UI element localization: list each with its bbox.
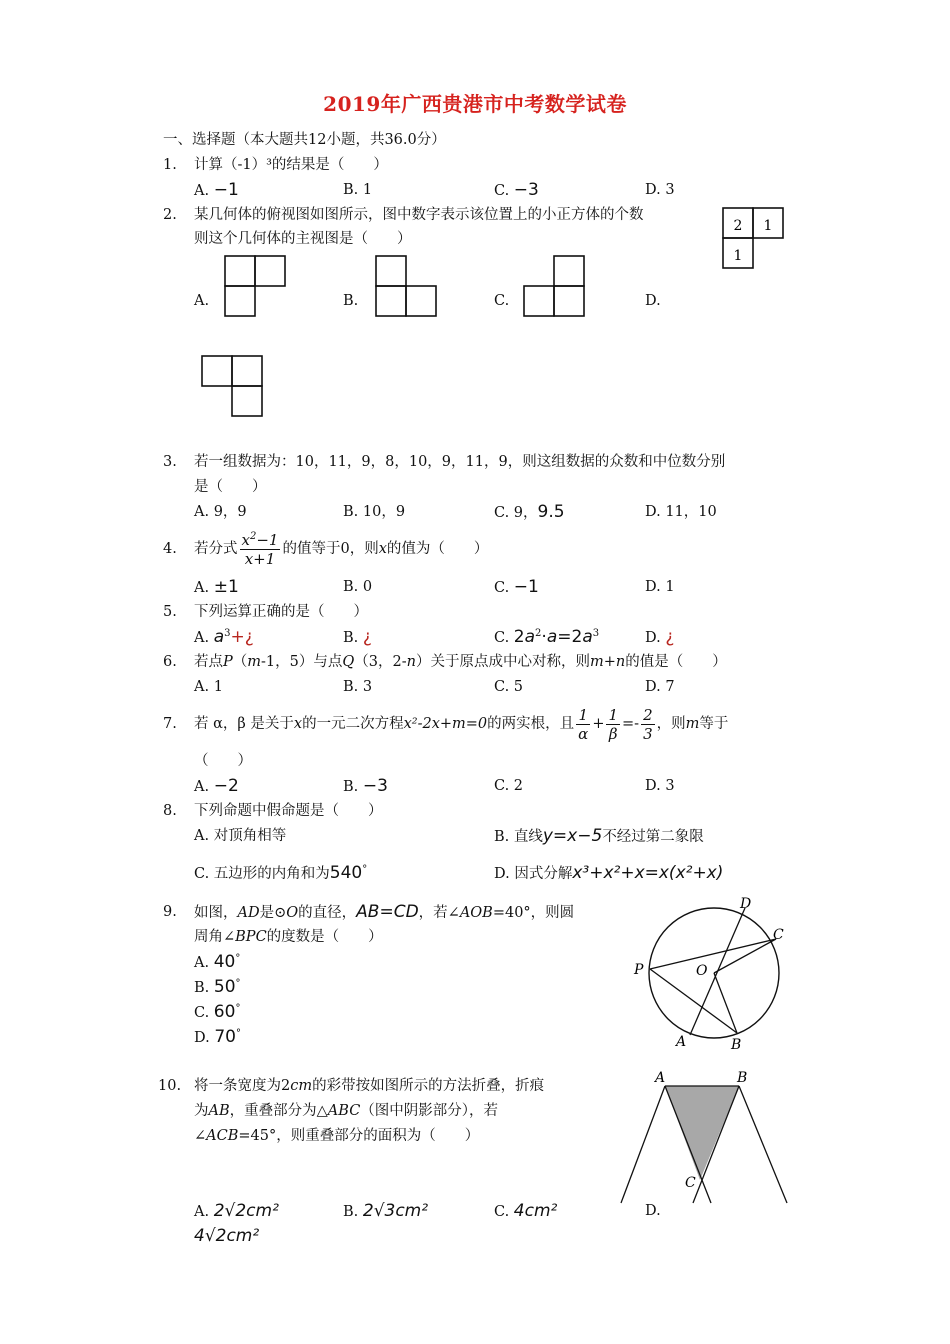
q3-option-b: B. 10，9	[343, 504, 406, 520]
q10-option-b: B. 2√3cm²	[343, 1201, 429, 1221]
q3-option-d: D. 11，10	[645, 504, 717, 520]
q3-number: 3.	[163, 454, 177, 470]
q6-stem: 若点P（m-1，5）与点Q（3，2-n）关于原点成中心对称，则m+n的值是（ ）	[194, 654, 727, 670]
q5-stem: 下列运算正确的是（ ）	[194, 604, 368, 620]
q2-option-a-label: A.	[194, 293, 210, 309]
q2-option-b-figure	[375, 255, 437, 317]
q8-option-d: D. 因式分解x³+x²+x=x(x²+x)	[494, 863, 724, 883]
q7-number: 7.	[163, 716, 177, 732]
q2-number: 2.	[163, 207, 177, 223]
q3-stem-line1: 若一组数据为：10，11，9，8，10，9，11，9，则这组数据的众数和中位数分别	[194, 454, 726, 470]
label-b: B	[737, 1070, 748, 1086]
q2-option-a-figure	[224, 255, 286, 317]
q4-stem: 若分式 $\frac{x^2-1}{x+1}$ 的值等于0，则x的值为（ ）	[194, 530, 489, 568]
label-o: O	[696, 963, 708, 979]
label-c: C	[773, 927, 784, 943]
q10-option-c: C. 4cm²	[494, 1201, 558, 1221]
q8-option-c: C. 五边形的内角和为540°	[194, 863, 368, 883]
q9-option-d: D. 70°	[194, 1027, 241, 1047]
q9-stem-line1: 如图，AD是⊙O的直径，AB=CD，若∠AOB=40°，则圆	[194, 902, 575, 922]
label-d: D	[740, 896, 752, 912]
q6-number: 6.	[163, 654, 177, 670]
q6-option-a: A. 1	[194, 679, 223, 695]
q8-option-b: B. 直线y=x−5不经过第二象限	[494, 826, 704, 846]
label-p: P	[634, 962, 644, 978]
q5-option-d: D. ¿	[645, 627, 675, 647]
q7-stem-line2: （ ）	[194, 753, 252, 769]
q1-option-c: C. −3	[494, 180, 539, 200]
q7-option-b: B. −3	[343, 776, 388, 796]
section-heading: 一、选择题（本大题共12小题，共36.0分）	[163, 132, 446, 148]
q7-option-a: A. −2	[194, 776, 239, 796]
q2-option-c-label: C.	[494, 293, 510, 309]
q3-option-a: A. 9，9	[194, 504, 247, 520]
q4-option-d: D. 1	[645, 579, 675, 595]
grid-cell-1: 2	[733, 218, 743, 234]
q5-option-b: B. ¿	[343, 627, 372, 647]
q8-stem: 下列命题中假命题是（ ）	[194, 803, 383, 819]
q6-option-b: B. 3	[343, 679, 373, 695]
q1-option-d: D. 3	[645, 182, 675, 198]
q9-option-a: A. 40°	[194, 952, 241, 972]
q5-option-a: A. $a^3+¿$	[194, 627, 254, 647]
q9-circle-figure	[630, 893, 790, 1053]
grid-cell-3: 1	[733, 248, 743, 264]
label-a: A	[676, 1034, 687, 1050]
q1-option-b: B. 1	[343, 182, 373, 198]
q5-number: 5.	[163, 604, 177, 620]
q10-ribbon-figure	[615, 1068, 790, 1208]
q7-stem-line1: 若 α，β 是关于x的一元二次方程x²-2x+m=0的两实根，且 $\frac{1}{\alpha}$ + $\frac{1}{\beta}$ =- $\frac{2}{3}$ ，则m等于	[194, 705, 729, 743]
q2-option-b-label: B.	[343, 293, 359, 309]
exam-title: 2019年广西贵港市中考数学试卷	[323, 92, 627, 116]
q10-option-a: A. 2√2cm²	[194, 1201, 279, 1221]
q7-fraction-alpha: $\frac{1}{\alpha}$	[578, 705, 589, 743]
q2-option-c-figure	[523, 255, 585, 317]
q1-stem: 计算（-1）³的结果是（ ）	[194, 157, 388, 173]
label-a: A	[655, 1070, 666, 1086]
q4-fraction: $\frac{x^2-1}{x+1}$	[241, 530, 279, 568]
q2-stem-line1: 某几何体的俯视图如图所示，图中数字表示该位置上的小正方体的个数	[194, 207, 644, 223]
q3-option-c: C. 9，9.5	[494, 502, 565, 522]
q9-stem-line2: 周角∠BPC的度数是（ ）	[194, 929, 383, 945]
q10-stem-line2: 为AB，重叠部分为△ABC（图中阴影部分），若	[194, 1103, 499, 1119]
q7-option-c: C. 2	[494, 778, 524, 794]
q8-option-a: A. 对顶角相等	[194, 828, 287, 844]
q8-number: 8.	[163, 803, 177, 819]
q2-top-view-figure	[722, 207, 784, 269]
q7-fraction-result: $\frac{2}{3}$	[643, 705, 653, 743]
q9-option-b: B. 50°	[194, 977, 241, 997]
q4-option-b: B. 0	[343, 579, 373, 595]
label-b: B	[731, 1037, 742, 1053]
q3-stem-line2: 是（ ）	[194, 479, 267, 495]
q10-stem-line3: ∠ACB=45°，则重叠部分的面积为（ ）	[194, 1128, 480, 1144]
q9-number: 9.	[163, 904, 177, 920]
q1-option-a: A. −1	[194, 180, 239, 200]
q10-number: 10.	[158, 1078, 182, 1094]
q4-option-a: A. ±1	[194, 577, 239, 597]
q4-number: 4.	[163, 541, 177, 557]
q7-fraction-beta: $\frac{1}{\beta}$	[608, 705, 619, 743]
grid-cell-2: 1	[763, 218, 773, 234]
q10-option-d-label: D.	[645, 1203, 661, 1219]
q10-stem-line1: 将一条宽度为2cm的彩带按如图所示的方法折叠，折痕	[194, 1078, 545, 1094]
q7-option-d: D. 3	[645, 778, 675, 794]
q5-option-c: C. $2a^2\cdot a=2a^3$	[494, 627, 600, 647]
q6-option-d: D. 7	[645, 679, 675, 695]
q10-option-d: 4√2cm²	[194, 1226, 260, 1246]
q1-number: 1.	[163, 157, 177, 173]
q4-option-c: C. −1	[494, 577, 539, 597]
q2-stem-line2: 则这个几何体的主视图是（ ）	[194, 231, 412, 247]
q2-option-d-label: D.	[645, 293, 661, 309]
q9-option-c: C. 60°	[194, 1002, 241, 1022]
q6-option-c: C. 5	[494, 679, 524, 695]
label-c: C	[685, 1175, 696, 1191]
q2-option-d-figure	[201, 355, 263, 417]
